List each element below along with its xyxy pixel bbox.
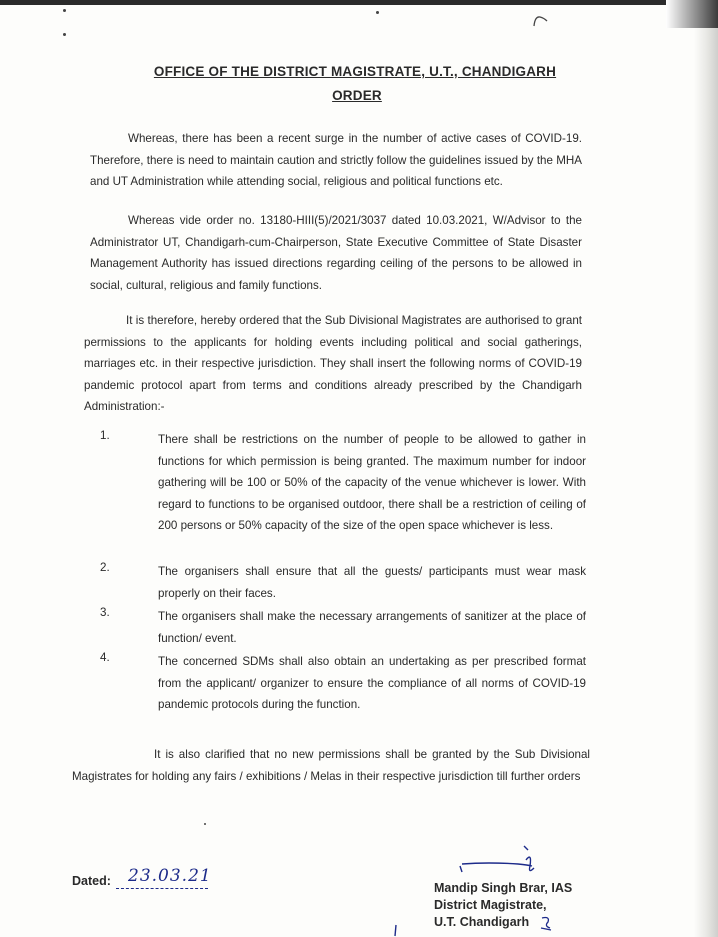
list-item-number: 1. <box>100 429 110 442</box>
list-item-text: The concerned SDMs shall also obtain an undertaking as per prescribed format from the applicant/ organizer to ensure the compliance of all norms of COVID-19 pandemic protocols during the function. <box>158 655 586 711</box>
paragraph-ordered: It is therefore, hereby ordered that the Sub Divisional Magistrates are authorised to grant permissions to the applicants for holding events including political and social gatherings, marriages etc. in their respective jurisdiction. They shall insert the following norms of COVID-19 pandemic protocol apart from terms and conditions already prescribed by the Chandigarh Administration:- <box>84 314 582 413</box>
dated-label: Dated: <box>72 874 111 888</box>
pen-stroke-icon <box>392 924 400 937</box>
signatory-title: District Magistrate, <box>434 898 547 912</box>
date-underline <box>116 888 208 890</box>
office-heading: OFFICE OF THE DISTRICT MAGISTRATE, U.T., CHANDIGARH <box>153 64 557 79</box>
pen-mark-icon <box>530 12 552 30</box>
list-item-number: 4. <box>100 651 110 664</box>
paragraph-surge: Whereas, there has been a recent surge in the number of active cases of COVID-19. Therefore, there is need to maintain caution and strictly follow the guidelines issued by the MHA and UT Administration while attending social, religious and political functions etc. <box>90 132 582 188</box>
signatory-name: Mandip Singh Brar, IAS <box>434 881 573 895</box>
scan-dot <box>63 9 66 12</box>
scan-corner-shadow <box>666 0 718 28</box>
scan-dot <box>204 823 206 825</box>
list-item-text: The organisers shall make the necessary arrangements of sanitizer at the place of function/ event. <box>158 610 586 645</box>
paragraph-vide-order: Whereas vide order no. 13180-HIII(5)/2021/3037 dated 10.03.2021, W/Advisor to the Administrator UT, Chandigarh-cum-Chairperson, State Executive Committee of State Disaster Management Authority has issued directions regarding ceiling of the persons to be allowed in social, cultural, religious and family functions. <box>90 214 582 292</box>
list-item-number: 3. <box>100 606 110 619</box>
list-item-text: The organisers shall ensure that all the guests/ participants must wear mask properly on their faces. <box>158 565 586 600</box>
scan-top-edge <box>0 0 718 5</box>
paragraph-clarification: It is also clarified that no new permissions shall be granted by the Sub Divisional Magistrates for holding any fairs / exhibitions / Melas in their respective jurisdiction till further orders <box>72 748 590 783</box>
initial-mark-icon <box>538 914 554 932</box>
order-title: ORDER <box>332 88 382 103</box>
list-item-number: 2. <box>100 561 110 574</box>
scan-dot <box>63 33 66 36</box>
signature-icon <box>458 842 548 878</box>
scan-dot <box>376 11 379 14</box>
list-item-text: There shall be restrictions on the number of people to be allowed to gather in functions for which permission is being granted. The maximum number for indoor gathering will be 100 or 50% of the capacity of the venue whichever is lower. With regard to functions to be organised outdoor, there shall be a restriction of ceiling of 200 persons or 50% capacity of the size of the open space whichever is less. <box>158 433 586 532</box>
scan-right-edge <box>694 0 718 937</box>
handwritten-date: 23.03.21 <box>128 866 212 886</box>
signatory-place: U.T. Chandigarh <box>434 915 530 929</box>
